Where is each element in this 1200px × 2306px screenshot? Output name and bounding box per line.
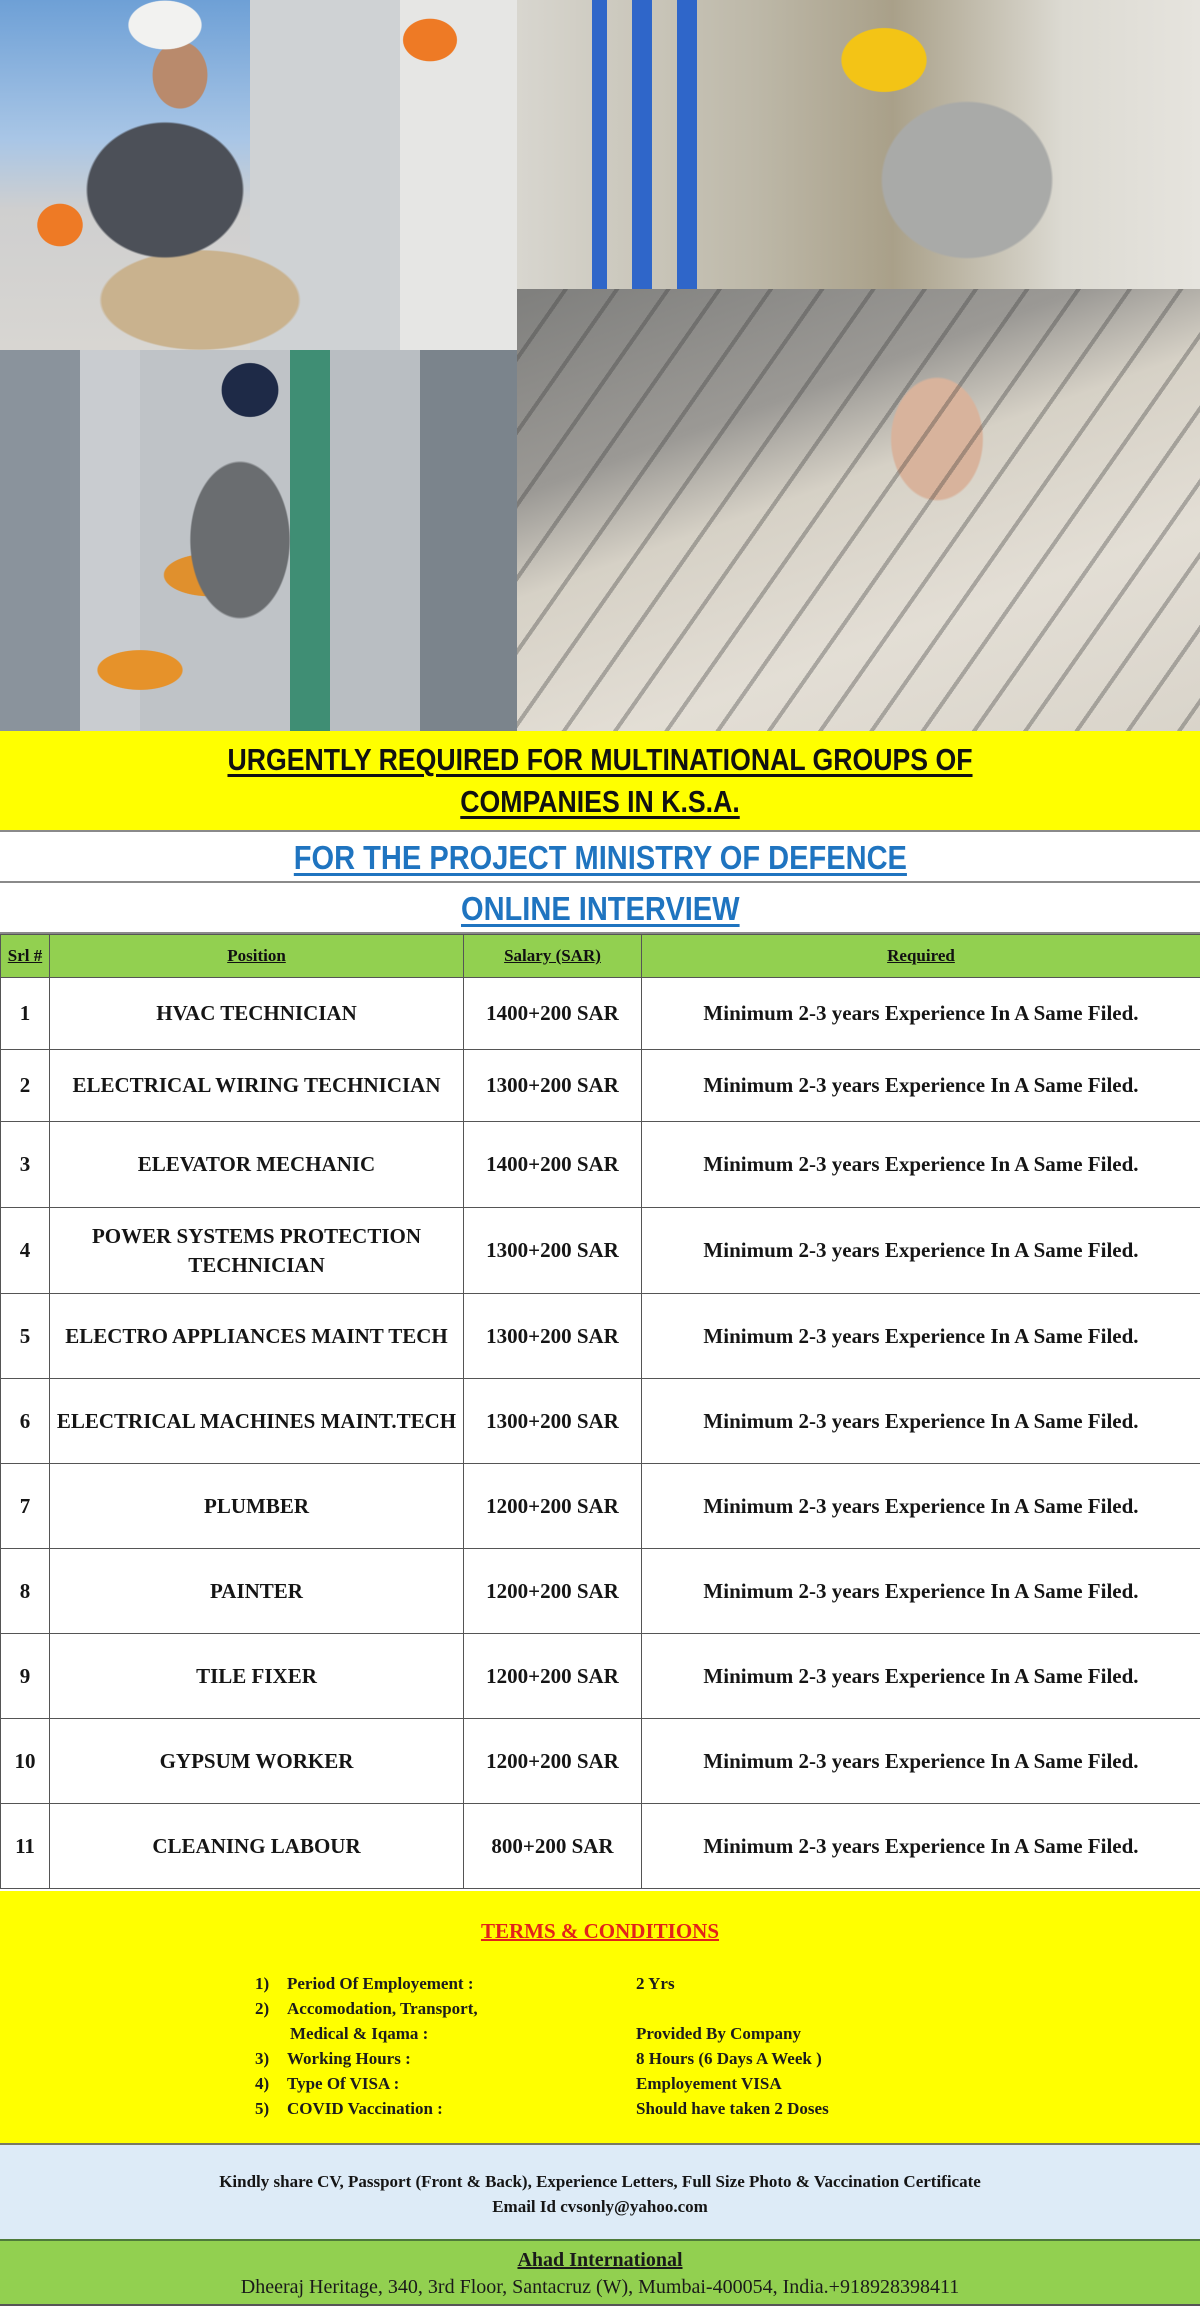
table-row	[1, 1050, 1200, 1122]
position-cell: ELECTRICAL WIRING TECHNICIAN	[50, 1050, 464, 1122]
term-number: 5)	[255, 2099, 270, 2118]
table-row	[1, 978, 1200, 1050]
term-value: 2 Yrs	[636, 1974, 675, 1993]
headline-line-1: URGENTLY REQUIRED FOR MULTINATIONAL GROUPS OF	[227, 742, 973, 777]
salary-cell: 1300+200 SAR	[464, 1050, 642, 1122]
headline-banner	[0, 731, 1200, 832]
required-cell: Minimum 2-3 years Experience In A Same Filed.	[642, 1464, 1200, 1549]
application-instructions	[0, 2145, 1200, 2241]
position-cell: PLUMBER	[50, 1464, 464, 1549]
position-cell: POWER SYSTEMS PROTECTION TECHNICIAN	[50, 1208, 464, 1294]
srl-cell: 8	[1, 1549, 50, 1634]
srl-cell: 2	[1, 1050, 50, 1122]
term-number: 2)	[255, 1999, 270, 2018]
required-cell: Minimum 2-3 years Experience In A Same Filed.	[642, 978, 1200, 1050]
required-cell: Minimum 2-3 years Experience In A Same Filed.	[642, 1719, 1200, 1804]
table-row	[1, 1208, 1200, 1294]
term-item	[255, 2021, 955, 2046]
term-number: 1)	[255, 1974, 270, 1993]
position-cell: TILE FIXER	[50, 1634, 464, 1719]
required-cell: Minimum 2-3 years Experience In A Same Filed.	[642, 1804, 1200, 1889]
plumber-photo	[517, 0, 1200, 289]
required-cell: Minimum 2-3 years Experience In A Same Filed.	[642, 1379, 1200, 1464]
footer	[0, 2241, 1200, 2306]
column-header-required: Required	[642, 935, 1200, 978]
interview-mode: ONLINE INTERVIEW	[460, 890, 740, 927]
salary-cell: 1300+200 SAR	[464, 1208, 642, 1294]
required-cell: Minimum 2-3 years Experience In A Same Filed.	[642, 1294, 1200, 1379]
term-value: Should have taken 2 Doses	[636, 2099, 829, 2118]
term-label: Type Of VISA :	[287, 2074, 400, 2093]
interview-banner	[0, 883, 1200, 934]
table-header-row	[1, 935, 1200, 978]
hvac-technician-photo	[0, 0, 517, 350]
term-item	[255, 2071, 955, 2096]
srl-cell: 9	[1, 1634, 50, 1719]
headline-line-2: COMPANIES IN K.S.A.	[460, 784, 740, 819]
srl-cell: 7	[1, 1464, 50, 1549]
term-value: 8 Hours (6 Days A Week )	[636, 2049, 822, 2068]
column-header-salary: Salary (SAR)	[464, 935, 642, 978]
table-row	[1, 1122, 1200, 1208]
term-label: Working Hours :	[287, 2049, 411, 2068]
elevator-mechanic-photo	[0, 350, 517, 731]
salary-cell: 1400+200 SAR	[464, 978, 642, 1050]
required-cell: Minimum 2-3 years Experience In A Same Filed.	[642, 1634, 1200, 1719]
position-cell: HVAC TECHNICIAN	[50, 978, 464, 1050]
positions-table	[0, 934, 1200, 1889]
terms-section	[0, 1891, 1200, 2145]
position-cell: CLEANING LABOUR	[50, 1804, 464, 1889]
headline	[84, 731, 1116, 823]
term-value: Employement VISA	[636, 2074, 782, 2093]
srl-cell: 5	[1, 1294, 50, 1379]
required-cell: Minimum 2-3 years Experience In A Same Filed.	[642, 1549, 1200, 1634]
table-row	[1, 1804, 1200, 1889]
project-banner	[0, 832, 1200, 883]
srl-cell: 3	[1, 1122, 50, 1208]
required-cell: Minimum 2-3 years Experience In A Same Filed.	[642, 1208, 1200, 1294]
salary-cell: 1400+200 SAR	[464, 1122, 642, 1208]
required-cell: Minimum 2-3 years Experience In A Same Filed.	[642, 1050, 1200, 1122]
documents-required: Kindly share CV, Passport (Front & Back), Experience Letters, Full Size Photo & Vaccination Certificate	[219, 2172, 981, 2191]
position-cell: ELECTRICAL MACHINES MAINT.TECH	[50, 1379, 464, 1464]
company-address: Dheeraj Heritage, 340, 3rd Floor, Santacruz (W), Mumbai-400054, India.+918928398411	[240, 2276, 960, 2298]
srl-cell: 10	[1, 1719, 50, 1804]
tile-fixer-photo	[517, 289, 1200, 731]
term-value: Provided By Company	[636, 2024, 801, 2043]
required-cell: Minimum 2-3 years Experience In A Same Filed.	[642, 1122, 1200, 1208]
position-cell: PAINTER	[50, 1549, 464, 1634]
salary-cell: 1200+200 SAR	[464, 1464, 642, 1549]
term-item	[255, 2046, 955, 2071]
table-row	[1, 1634, 1200, 1719]
term-number: 4)	[255, 2074, 270, 2093]
table-row	[1, 1719, 1200, 1804]
salary-cell: 1300+200 SAR	[464, 1379, 642, 1464]
position-cell: GYPSUM WORKER	[50, 1719, 464, 1804]
table-row	[1, 1379, 1200, 1464]
company-name: Ahad International	[517, 2249, 683, 2271]
terms-title: TERMS & CONDITIONS	[480, 1919, 720, 1943]
srl-cell: 11	[1, 1804, 50, 1889]
term-number: 3)	[255, 2049, 270, 2068]
term-label: Accomodation, Transport,	[287, 1999, 478, 2018]
table-row	[1, 1549, 1200, 1634]
srl-cell: 1	[1, 978, 50, 1050]
srl-cell: 4	[1, 1208, 50, 1294]
project-title: FOR THE PROJECT MINISTRY OF DEFENCE	[293, 839, 907, 876]
photo-collage	[0, 0, 1200, 731]
salary-cell: 1200+200 SAR	[464, 1549, 642, 1634]
salary-cell: 1200+200 SAR	[464, 1719, 642, 1804]
column-header-srl: Srl #	[1, 935, 50, 978]
term-item	[255, 1996, 955, 2021]
position-cell: ELECTRO APPLIANCES MAINT TECH	[50, 1294, 464, 1379]
table-row	[1, 1294, 1200, 1379]
term-label: COVID Vaccination :	[287, 2099, 443, 2118]
term-item	[255, 1971, 955, 1996]
salary-cell: 800+200 SAR	[464, 1804, 642, 1889]
position-cell: ELEVATOR MECHANIC	[50, 1122, 464, 1208]
term-item	[255, 2096, 955, 2121]
salary-cell: 1200+200 SAR	[464, 1634, 642, 1719]
term-label: Period Of Employement :	[287, 1974, 474, 1993]
srl-cell: 6	[1, 1379, 50, 1464]
terms-list	[255, 1971, 955, 2121]
email-line[interactable]: Email Id cvsonly@yahoo.com	[492, 2197, 708, 2216]
salary-cell: 1300+200 SAR	[464, 1294, 642, 1379]
column-header-position: Position	[50, 935, 464, 978]
term-label: Medical & Iqama :	[290, 2024, 429, 2043]
table-row	[1, 1464, 1200, 1549]
